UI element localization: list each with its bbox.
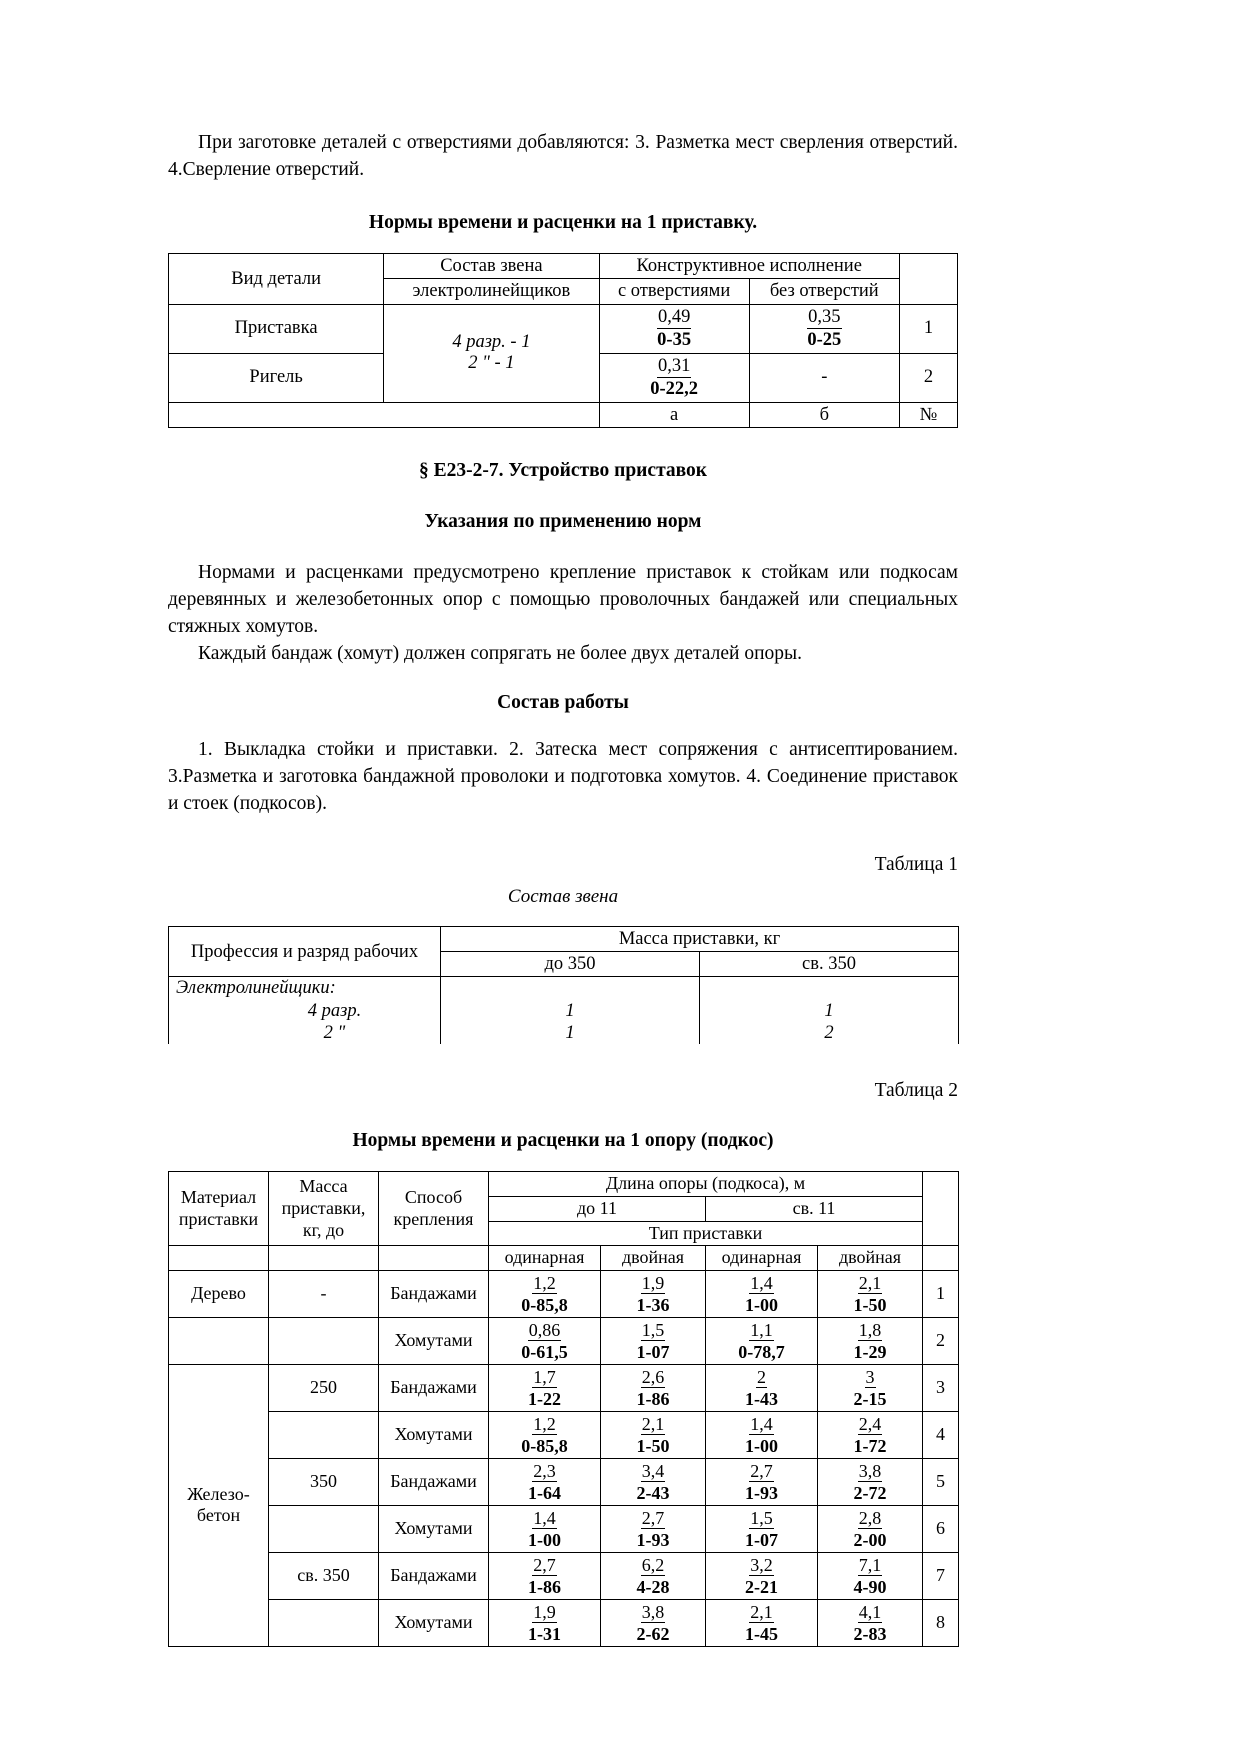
crew-value-upto350-1: 1 <box>565 1000 575 1021</box>
value-num: 2,4 <box>858 1413 882 1434</box>
header-type: Тип приставки <box>489 1221 923 1246</box>
header-mass-l3: кг, до <box>302 1219 345 1240</box>
header-mass-l2: приставки, <box>281 1197 366 1218</box>
value-den: 1-72 <box>853 1435 887 1456</box>
row7-c4 <box>818 1552 923 1599</box>
value-den: 4-28 <box>636 1576 670 1597</box>
table-row <box>169 1552 959 1599</box>
footer-col-a: а <box>599 402 749 427</box>
crew-caption: Состав звена <box>507 886 619 908</box>
value-den: 1-50 <box>636 1435 670 1456</box>
work-heading: Состав работы <box>497 692 629 714</box>
value-num: 2,7 <box>641 1507 665 1528</box>
value-den: 0-61,5 <box>521 1341 568 1362</box>
row4-index: 4 <box>923 1411 959 1458</box>
value-den: 1-93 <box>745 1482 778 1503</box>
row2-c3 <box>706 1317 818 1364</box>
value-den: 1-07 <box>745 1529 778 1550</box>
norms-table-1 <box>168 253 958 428</box>
value-num: 1,5 <box>750 1507 773 1528</box>
footer-col-num: № <box>899 402 957 427</box>
header-double-b: двойная <box>818 1246 923 1271</box>
row2-index: 2 <box>923 1317 959 1364</box>
row4-c3 <box>706 1411 818 1458</box>
row-material-concrete <box>169 1364 269 1646</box>
table-row <box>169 1458 959 1505</box>
row6-c1 <box>489 1505 601 1552</box>
row5-c2 <box>601 1458 706 1505</box>
row-detail-rigel: Ригель <box>169 353 384 402</box>
header-material <box>169 1172 269 1246</box>
value-den: 0-22,2 <box>650 378 699 399</box>
row6-index: 6 <box>923 1505 959 1552</box>
table-row <box>169 1411 959 1458</box>
usage-paragraph-1: Нормами и расценками предусмотрено крепление приставок к стойкам или подкосам деревянных и железобетонных опор с помощью проволочных бандажей или специальных стяжных хомутов. <box>168 562 958 638</box>
row2-method: Хомутами <box>379 1317 489 1364</box>
value-den: 1-43 <box>745 1388 778 1409</box>
row7-c2 <box>601 1552 706 1599</box>
footer-col-b: б <box>749 402 899 427</box>
row8-c4 <box>818 1599 923 1646</box>
value-num: 1,2 <box>533 1413 556 1434</box>
value-den: 2-00 <box>853 1529 887 1550</box>
row2-material <box>169 1317 269 1364</box>
row4-c2 <box>601 1411 706 1458</box>
cell-with-holes-1 <box>599 304 749 353</box>
table-header-row <box>169 1172 959 1197</box>
value-num: 2,7 <box>533 1554 556 1575</box>
row3-index: 3 <box>923 1364 959 1411</box>
header-detail-type: Вид детали <box>169 254 384 304</box>
header-mass: Масса приставки, кг <box>441 927 959 952</box>
value-num: 2,6 <box>641 1366 665 1387</box>
row5-c1 <box>489 1458 601 1505</box>
value-num: 2,3 <box>533 1460 556 1481</box>
header-length: Длина опоры (подкоса), м <box>489 1172 923 1197</box>
row1-c4 <box>818 1270 923 1317</box>
table1-title: Нормы времени и расценки на 1 приставку. <box>368 211 758 233</box>
crew-value-upto350-2: 1 <box>565 1022 575 1043</box>
table-row-footer <box>169 402 958 427</box>
row6-c3 <box>706 1505 818 1552</box>
value-num: 7,1 <box>858 1554 882 1575</box>
value-den: 2-15 <box>853 1388 887 1409</box>
value-num: 1,9 <box>533 1601 556 1622</box>
row3-method: Бандажами <box>379 1364 489 1411</box>
row8-c1 <box>489 1599 601 1646</box>
row1-c2 <box>601 1270 706 1317</box>
row6-c2 <box>601 1505 706 1552</box>
material-concrete-l1: Железо- <box>187 1483 250 1504</box>
header-mass <box>269 1172 379 1246</box>
value-den: 1-22 <box>528 1388 561 1409</box>
section-heading: § Е23-2-7. Устройство приставок <box>418 459 708 481</box>
crew-composition <box>384 304 599 402</box>
value-num: 0,86 <box>528 1319 561 1340</box>
value-den: 1-00 <box>528 1529 561 1550</box>
value-den: 2-62 <box>636 1623 670 1644</box>
header-blank-2 <box>269 1246 379 1271</box>
norms-table-2 <box>168 1171 959 1646</box>
value-num: 3 <box>865 1366 875 1387</box>
crew-row-label-0: Электролинейщики: <box>176 978 336 999</box>
row1-material: Дерево <box>169 1270 269 1317</box>
value-den: 1-07 <box>636 1341 670 1362</box>
header-double-a: двойная <box>601 1246 706 1271</box>
header-single-b: одинарная <box>706 1246 818 1271</box>
header-without-holes: без отверстий <box>749 279 899 304</box>
crew-row-label-2: 2 " <box>323 1022 346 1043</box>
crew-cell-wrapper <box>169 977 441 1044</box>
value-den: 1-29 <box>853 1341 887 1362</box>
table-row <box>169 1599 959 1646</box>
header-blank-1 <box>169 1246 269 1271</box>
row-index-2: 2 <box>899 353 957 402</box>
value-den: 1-50 <box>853 1294 887 1315</box>
table-header-row <box>169 1246 959 1271</box>
header-method <box>379 1172 489 1246</box>
header-over-350: св. 350 <box>700 952 959 977</box>
value-den: 2-21 <box>745 1576 778 1597</box>
header-blank-3 <box>379 1246 489 1271</box>
row7-c3 <box>706 1552 818 1599</box>
row7-index: 7 <box>923 1552 959 1599</box>
row5-c3 <box>706 1458 818 1505</box>
value-den: 1-00 <box>745 1435 778 1456</box>
usage-heading: Указания по применению норм <box>424 511 702 533</box>
value-den: 0-85,8 <box>521 1435 568 1456</box>
header-over-11: св. 11 <box>706 1196 923 1221</box>
row2-c1 <box>489 1317 601 1364</box>
value-den: 1-93 <box>636 1529 670 1550</box>
header-construction: Конструктивное исполнение <box>599 254 899 279</box>
value-num: 2,7 <box>750 1460 773 1481</box>
table-label-1: Таблица 1 <box>874 854 958 876</box>
cell-without-holes-2: - <box>749 353 899 402</box>
row8-c3 <box>706 1599 818 1646</box>
row3-c4 <box>818 1364 923 1411</box>
value-num: 2 <box>757 1366 766 1387</box>
table-row <box>169 977 959 1044</box>
row1-index: 1 <box>923 1270 959 1317</box>
header-crew-line2: электролинейщиков <box>384 279 599 304</box>
header-with-holes: с отверстиями <box>599 279 749 304</box>
value-den: 0-78,7 <box>738 1341 785 1362</box>
row-index-1: 1 <box>899 304 957 353</box>
row5-method: Бандажами <box>379 1458 489 1505</box>
row3-c1 <box>489 1364 601 1411</box>
row2-mass <box>269 1317 379 1364</box>
row3-mass: 250 <box>269 1364 379 1411</box>
row1-method: Бандажами <box>379 1270 489 1317</box>
value-num: 1,4 <box>750 1272 773 1293</box>
header-upto-350: до 350 <box>441 952 700 977</box>
table-row <box>169 1364 959 1411</box>
value-num: 3,8 <box>858 1460 882 1481</box>
value-num: 1,1 <box>750 1319 773 1340</box>
row-detail-pristavka: Приставка <box>169 304 384 353</box>
value-den: 1-64 <box>528 1482 561 1503</box>
value-den: 1-45 <box>745 1623 778 1644</box>
row2-c4 <box>818 1317 923 1364</box>
intro-paragraph: При заготовке деталей с отверстиями добавляются: 3. Разметка мест сверления отверстий. 4.Сверление отверстий. <box>168 132 958 180</box>
row3-c3 <box>706 1364 818 1411</box>
crew-table <box>168 926 959 1044</box>
value-num: 2,1 <box>750 1601 773 1622</box>
value-den: 1-00 <box>745 1294 778 1315</box>
table-row <box>169 1317 959 1364</box>
row1-c3 <box>706 1270 818 1317</box>
work-paragraph: 1. Выкладка стойки и приставки. 2. Затеска мест сопряжения с антисептированием. 3.Разметка и заготовка бандажной проволоки и подготовка хомутов. 4. Соединение приставок и стоек (подкосов). <box>168 739 958 815</box>
usage-paragraph-2: Каждый бандаж (хомут) должен сопрягать не более двух деталей опоры. <box>198 643 802 665</box>
row7-method: Бандажами <box>379 1552 489 1599</box>
header-method-l2: крепления <box>393 1208 474 1229</box>
header-method-l1: Способ <box>404 1187 463 1208</box>
value-num: 2,8 <box>858 1507 882 1528</box>
value-den: 2-72 <box>853 1482 887 1503</box>
value-num: 0,31 <box>657 355 691 376</box>
crew-upto350-wrapper <box>441 977 700 1044</box>
table-row <box>169 304 958 353</box>
header-upto-11: до 11 <box>489 1196 706 1221</box>
row2-c2 <box>601 1317 706 1364</box>
value-den: 1-36 <box>636 1294 670 1315</box>
header-spacer <box>899 254 957 304</box>
value-num: 1,8 <box>858 1319 882 1340</box>
row5-c4 <box>818 1458 923 1505</box>
value-num: 0,49 <box>657 306 691 327</box>
row5-mass: 350 <box>269 1458 379 1505</box>
row7-c1 <box>489 1552 601 1599</box>
row8-mass <box>269 1599 379 1646</box>
row4-method: Хомутами <box>379 1411 489 1458</box>
table2-title: Нормы времени и расценки на 1 опору (подкос) <box>352 1130 774 1152</box>
value-den: 1-31 <box>528 1623 561 1644</box>
row6-mass <box>269 1505 379 1552</box>
table-row <box>169 927 959 952</box>
table-row <box>169 1270 959 1317</box>
footer-blank <box>169 402 600 427</box>
row1-c1 <box>489 1270 601 1317</box>
value-den: 0-35 <box>657 329 692 350</box>
value-den: 0-85,8 <box>521 1294 568 1315</box>
table-label-2: Таблица 2 <box>874 1080 958 1102</box>
value-num: 1,4 <box>750 1413 773 1434</box>
crew-line-2: 2 " - 1 <box>468 353 515 374</box>
value-num: 1,2 <box>533 1272 556 1293</box>
cell-with-holes-2 <box>599 353 749 402</box>
row3-c2 <box>601 1364 706 1411</box>
row8-method: Хомутами <box>379 1599 489 1646</box>
row4-c1 <box>489 1411 601 1458</box>
value-num: 2,1 <box>858 1272 882 1293</box>
header-material-l1: Материал <box>180 1187 257 1208</box>
row6-c4 <box>818 1505 923 1552</box>
value-num: 2,1 <box>641 1413 665 1434</box>
header-profession: Профессия и разряд рабочих <box>169 927 441 977</box>
value-den: 0-25 <box>807 329 842 350</box>
value-num: 3,8 <box>641 1601 665 1622</box>
crew-value-over350-1: 1 <box>824 1000 834 1021</box>
value-num: 6,2 <box>641 1554 665 1575</box>
crew-over350-wrapper <box>700 977 959 1044</box>
row5-index: 5 <box>923 1458 959 1505</box>
table-row <box>169 254 958 279</box>
value-num: 1,9 <box>641 1272 665 1293</box>
header-blank-4 <box>923 1246 959 1271</box>
table-row <box>169 1505 959 1552</box>
row8-c2 <box>601 1599 706 1646</box>
value-den: 2-43 <box>636 1482 670 1503</box>
crew-row-label-1: 4 разр. <box>307 1000 362 1021</box>
row4-c4 <box>818 1411 923 1458</box>
row7-mass: св. 350 <box>269 1552 379 1599</box>
header-material-l2: приставки <box>178 1208 259 1229</box>
row4-mass <box>269 1411 379 1458</box>
row6-method: Хомутами <box>379 1505 489 1552</box>
row1-mass: - <box>269 1270 379 1317</box>
header-index-spacer <box>923 1172 959 1246</box>
value-den: 1-86 <box>528 1576 561 1597</box>
crew-value-over350-2: 2 <box>824 1022 834 1043</box>
value-num: 4,1 <box>858 1601 882 1622</box>
value-num: 1,7 <box>533 1366 556 1387</box>
material-concrete-l2: бетон <box>196 1505 241 1526</box>
value-num: 1,5 <box>641 1319 665 1340</box>
cell-without-holes-1 <box>749 304 899 353</box>
value-num: 3,2 <box>750 1554 773 1575</box>
value-num: 0,35 <box>808 306 841 327</box>
value-den: 4-90 <box>853 1576 887 1597</box>
header-mass-l1: Масса <box>299 1176 348 1197</box>
crew-line-1: 4 разр. - 1 <box>452 332 531 353</box>
header-single-a: одинарная <box>489 1246 601 1271</box>
page-content <box>168 130 958 1647</box>
header-crew-line1: Состав звена <box>384 254 599 279</box>
value-num: 1,4 <box>533 1507 556 1528</box>
value-den: 2-83 <box>853 1623 887 1644</box>
row8-index: 8 <box>923 1599 959 1646</box>
value-den: 1-86 <box>636 1388 670 1409</box>
value-num: 3,4 <box>641 1460 665 1481</box>
